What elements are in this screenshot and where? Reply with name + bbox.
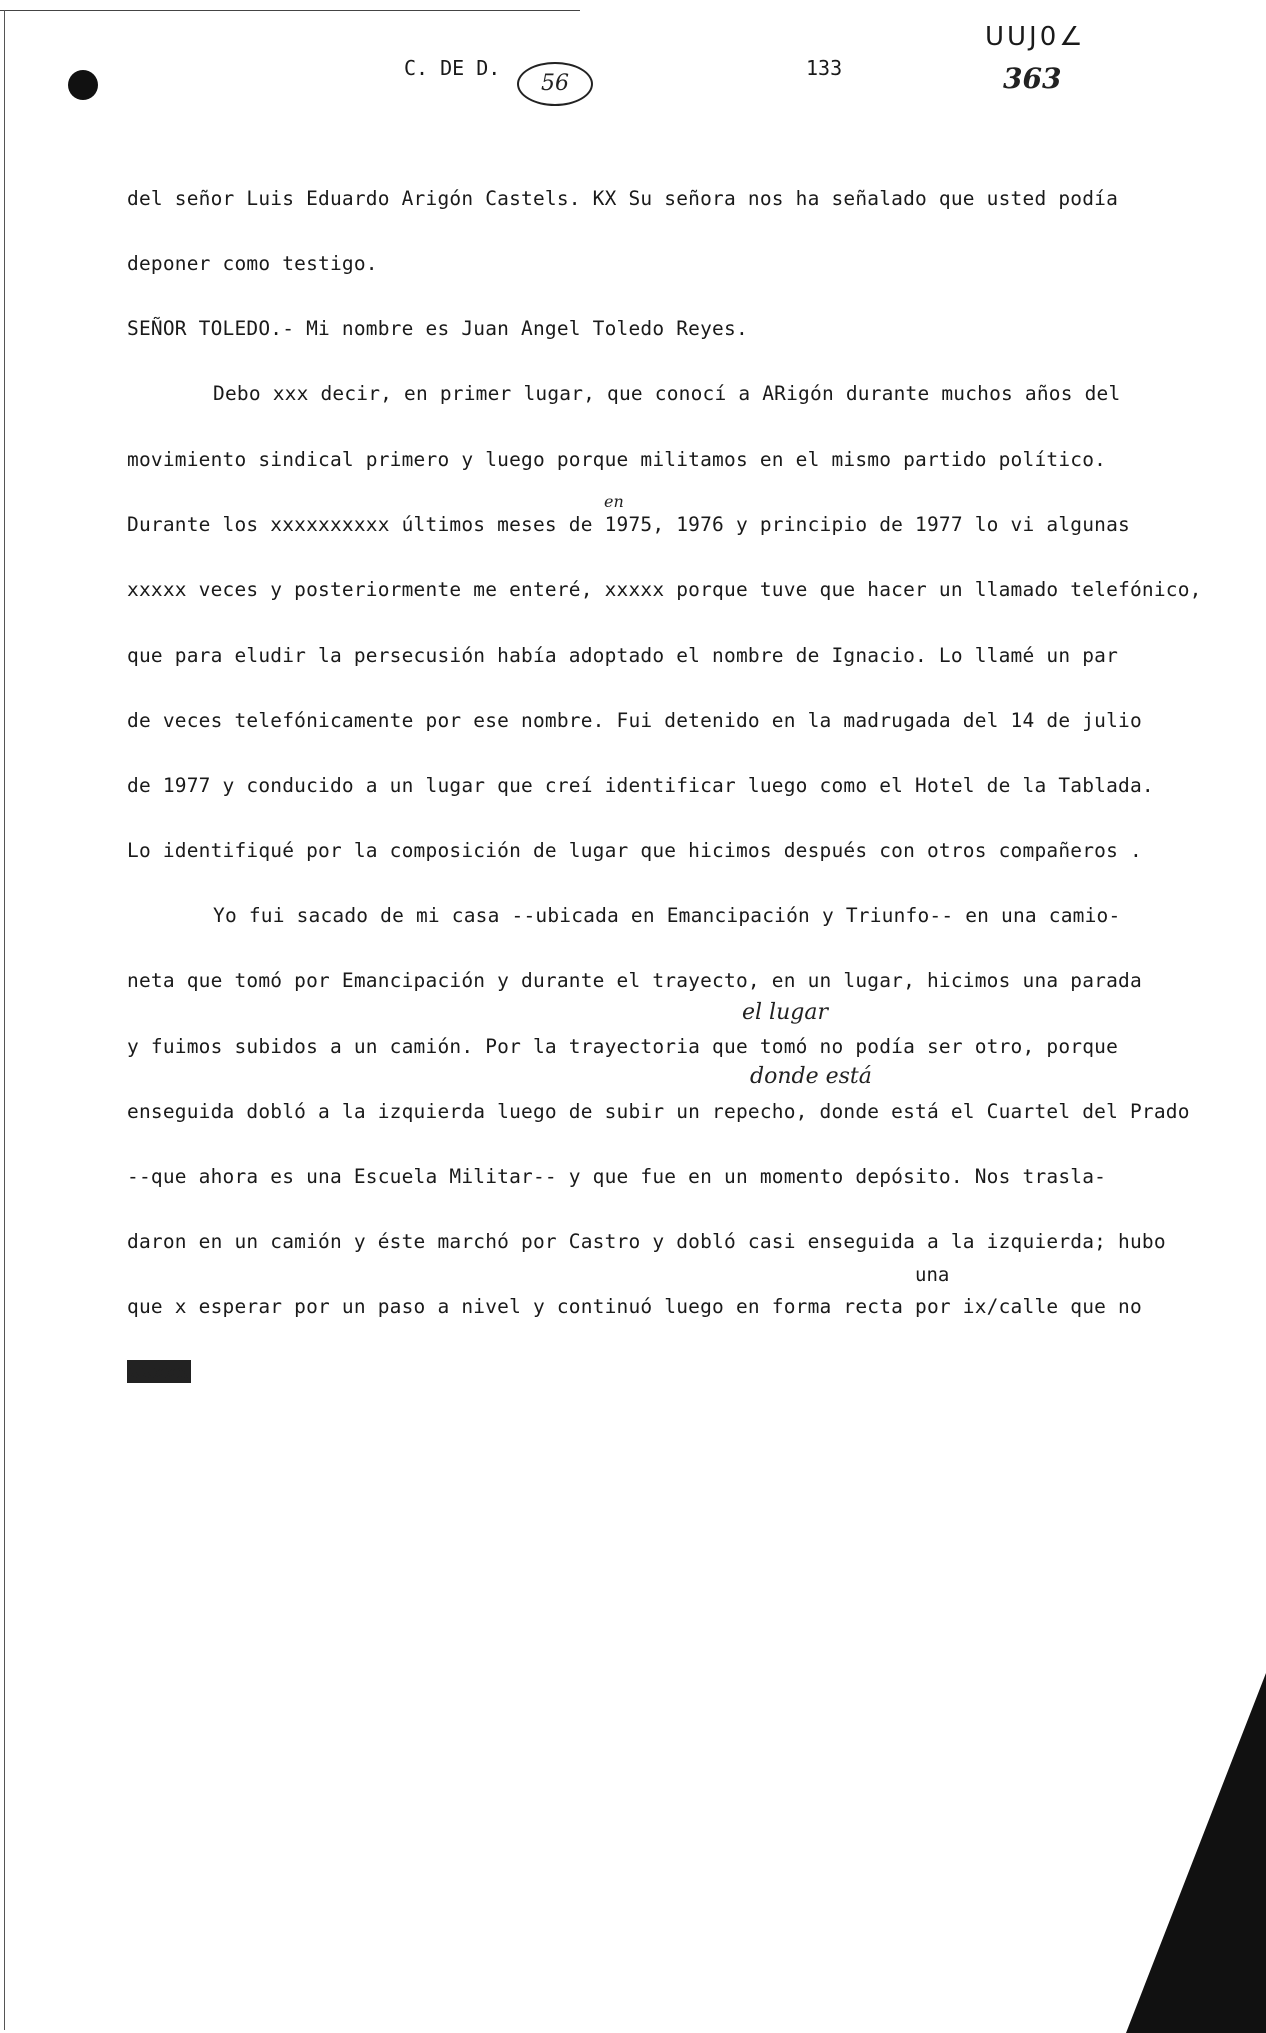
body-line: daron en un camión y éste marchó por Castro y dobló casi enseguida a la izquierda; hubo <box>127 1230 1166 1253</box>
body-line: Yo fui sacado de mi casa --ubicada en Emancipación y Triunfo-- en una camio- <box>213 904 1121 927</box>
body-line: Durante los xxxxxxxxxx últimos meses de 1975, 1976 y principio de 1977 lo vi algunas <box>127 513 1130 536</box>
interlinear-note: donde está <box>750 1064 872 1089</box>
interlinear-note: el lugar <box>742 1000 828 1025</box>
body-line: Debo xxx decir, en primer lugar, que conocí a ARigón durante muchos años del <box>213 382 1121 405</box>
page-number: 133 <box>806 56 843 80</box>
interlinear-note: una <box>915 1264 950 1286</box>
body-line: deponer como testigo. <box>127 252 378 275</box>
struck-word <box>127 1360 191 1383</box>
body-line: xxxxx veces y posteriormente me enteré, xxxxx porque tuve que hacer un llamado telefónico, <box>127 578 1202 601</box>
body-line: movimiento sindical primero y luego porque militamos en el mismo partido político. <box>127 448 1107 471</box>
page-left-edge <box>4 10 5 2030</box>
body-line: de 1977 y conducido a un lugar que creí identificar luego como el Hotel de la Tablada. <box>127 774 1154 797</box>
circled-number: 56 <box>517 62 593 106</box>
body-line: Lo identifiqué por la composición de lugar que hicimos después con otros compañeros . <box>127 839 1142 862</box>
handwritten-folio: 363 <box>1003 62 1062 95</box>
body-line: del señor Luis Eduardo Arigón Castels. KX Su señora nos ha señalado que usted podía <box>127 187 1119 210</box>
body-line: de veces telefónicamente por ese nombre. Fui detenido en la madrugada del 14 de julio <box>127 709 1142 732</box>
header-left: C. DE D. <box>404 56 501 80</box>
interlinear-note: en <box>604 492 624 511</box>
stamp-top-right: UUJ0∠ <box>985 22 1086 52</box>
page-top-edge <box>0 10 580 11</box>
body-line: enseguida dobló a la izquierda luego de subir un repecho, donde está el Cuartel del Prado <box>127 1100 1190 1123</box>
body-line: neta que tomó por Emancipación y durante el trayecto, en un lugar, hicimos una parada <box>127 969 1142 992</box>
body-line: que para eludir la persecusión había adoptado el nombre de Ignacio. Lo llamé un par <box>127 644 1119 667</box>
body-line: --que ahora es una Escuela Militar-- y que fue en un momento depósito. Nos trasla- <box>127 1165 1107 1188</box>
body-line: SEÑOR TOLEDO.- Mi nombre es Juan Angel Toledo Reyes. <box>127 317 748 340</box>
corner-shadow <box>1126 1673 1266 2033</box>
struck-text: xxxxx <box>129 1360 189 1383</box>
body-line: y fuimos subidos a un camión. Por la trayectoria que tomó no podía ser otro, porque <box>127 1035 1119 1058</box>
body-line: que x esperar por un paso a nivel y continuó luego en forma recta por ix/calle que no <box>127 1295 1142 1318</box>
punch-hole-mark <box>68 70 98 100</box>
